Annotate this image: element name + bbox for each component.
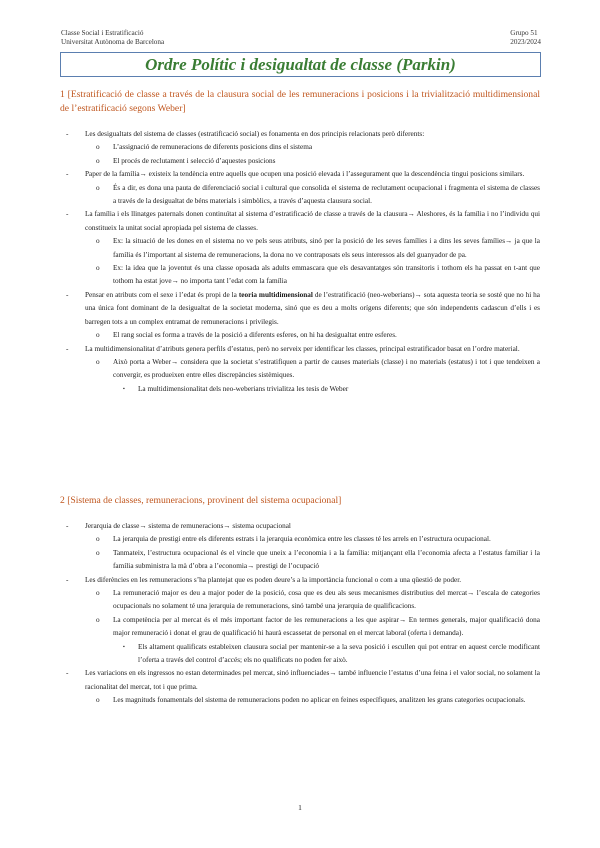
list-item: o L’assignació de remuneracions de diferents posicions dins el sistema [113,141,540,154]
circle-marker: o [96,156,100,165]
list-item: o La remuneració major es deu a major poder de la posició, cosa que es deu als seus mecanismes distributius del mercat→ l’escala de categories ocupacionals no solament té una jerarquia de remuneracions, sinó també una jerarquia de qualificacions. [96,589,540,611]
dash-marker: - [66,290,69,299]
dash-marker: - [66,522,69,530]
dash-marker: - [66,669,69,678]
circle-marker: o [96,331,100,340]
list-item: o Ex: la situació de les dones en el sistema no ve pels seus atributs, sinó per la posició de les seves famílies i a dins les seves famílies→ ja que la família és l’important al sistema de remuneracions, la dona no ve contraposats els seus interessos als del guanyador de pa. [96,237,540,259]
section-1-heading: 1 [Estratificació de classe a través de la clausura social de les remuneracions i posicions i la trivialització multidimensional de l’estratificació segons Weber] [60,89,540,114]
header-group: Grupo 51 [510,29,538,37]
circle-marker: o [96,535,100,544]
list-item: o El rang social es forma a través de la posició a diferents esferes, on hi ha desigualtat entre esferes. [113,329,540,342]
square-marker: ▪ [123,644,125,650]
list-item: o La competència per al mercat és el més important factor de les remuneracions a les que aspirar→ En termes generals, major qualificació dona major remuneració i donat el grau de qualificació hi haurà escassetat de personal en el mercat laboral (oferta i demanda). [96,615,540,638]
dash-marker: - [66,575,69,584]
list-item: o La jerarquia de prestigi entre els diferents estrats i la jerarquia econòmica entre les classes té les arrels en l’estructura ocupacional. [113,533,540,546]
list-item: - Pensar en atributs com el sexe i l’edat és propi de la teoria multidimensional de l’estratificació (neo-weberians)→ sota aquesta teoria se sosté que no hi ha una única font dominant de la desigualtat de la societat moderna, sinó que es deu a molts orígens diferents; que són independents cadascun d’ells i es barregen tots a un complex entramat de remuneracions i privilegis. [66,290,540,326]
circle-marker: o [96,357,100,366]
dash-marker: - [66,344,69,353]
list-item: ▪ Els altament qualificats estableixen clausura social per mantenir-se a la seva posició i escullen qui pot entrar en aquest cercle modificant l’oferta a través del control d’accés; els no qualificats no poden fer això. [123,642,540,665]
header-right [510,29,541,46]
list-item: - Les variacions en els ingressos no estan determinades pel mercat, sinó influenciades→ també influencie l’estatus d’una feina i el valor social, no solament la racionalitat del mercat, tot i que prima. [66,669,540,691]
header-left [61,29,164,46]
header-university: Universitat Autònoma de Barcelona [61,37,165,46]
list-item: - Les diferències en les remuneracions s’ha plantejat que es poden deure’s a la importància funcional o com a una qüestió de poder. [85,574,540,587]
list-item: - Paper de la família→ existeix la tendència entre aquells que ocupen una posició elevada i l’assegurament que la descendència tingui posicions similars. [85,168,540,181]
square-marker: ▪ [123,386,125,392]
circle-marker: o [96,264,100,273]
list-item: o Les magnituds fonamentals del sistema de remuneracions poden no aplicar en feines específiques, analitzen les grans categories ocupacionals. [113,694,540,707]
circle-marker: o [96,615,100,624]
list-item: ▪ La multidimensionalitat dels neo-weberians trivialitza les tesis de Weber [138,383,540,396]
list-item: o És a dir, es dona una pauta de diferenciació social i cultural que consolida el sistema de reclutament ocupacional i fragmenta el sistema de classes a través de la desigualtat de béns materials i simbòlics, a través d’aquesta clausura social. [96,183,540,206]
circle-marker: o [96,143,100,152]
header-course: Classe Social i Estratificació [61,29,144,37]
section-2-content [0,520,600,708]
circle-marker: o [96,548,100,557]
list-item: - Les desigualtats del sistema de classes (estratificació social) es fonamenta en dos principis relacionats però diferents: [85,128,540,141]
list-item: - La multidimensionalitat d’atributs genera perfils d’estatus, però no serveix per identificar les classes, principal estratificador basat en l’ordre material. [85,343,540,356]
section-1-content [0,128,600,396]
page-title-box [60,52,541,77]
list-item: - Jerarquia de classe→ sistema de remuneracions→ sistema ocupacional [85,520,540,533]
dash-marker: - [66,210,69,219]
dash-marker: - [66,170,69,179]
page-title: Ordre Polític i desigualtat de classe (Parkin) [145,55,456,74]
circle-marker: o [96,589,100,598]
circle-marker: o [96,237,100,246]
page-number: 1 [298,803,302,812]
list-item: o Això porta a Weber→ considera que la societat s’estratifiquen a partir de causes materials (classe) i no materials (estatus) i tot i que tendeixen a convergir, es produeixen entre elles discrepàncies sistèmiques. [96,357,540,380]
header-year: 2023/2024 [510,37,541,46]
list-item: - La família i els llinatges paternals donen continuïtat al sistema d’estratificació de classe a través de la clausura→ Aleshores, és la família i no l’individu qui constitueix la unitat social apropiada pel sistema de classes. [66,210,540,232]
dash-marker: - [66,130,69,138]
circle-marker: o [96,183,100,192]
list-item: o Ex: la idea que la joventut és una classe oposada als adults emmascara que els desavantatges són transitoris i tothom els ha passat en t-ant que tothom ha estat jove→ no importa tant l’edat com la família [96,264,540,286]
list-item: o Tanmateix, l’estructura ocupacional és el vincle que uneix a l’economia i a la família: mitjançant ella l’economia afecta a l’estatus familiar i la família subministra la mà d’obra a l’economia→ prestigi de l’ocupació [96,548,540,571]
bold-term: teoria multidimensional [238,290,313,299]
circle-marker: o [96,696,100,705]
list-item: o El procés de reclutament i selecció d’aquestes posicions [113,155,540,168]
section-2-heading: 2 [Sistema de classes, remuneracions, provinent del sistema ocupacional] [60,495,342,506]
